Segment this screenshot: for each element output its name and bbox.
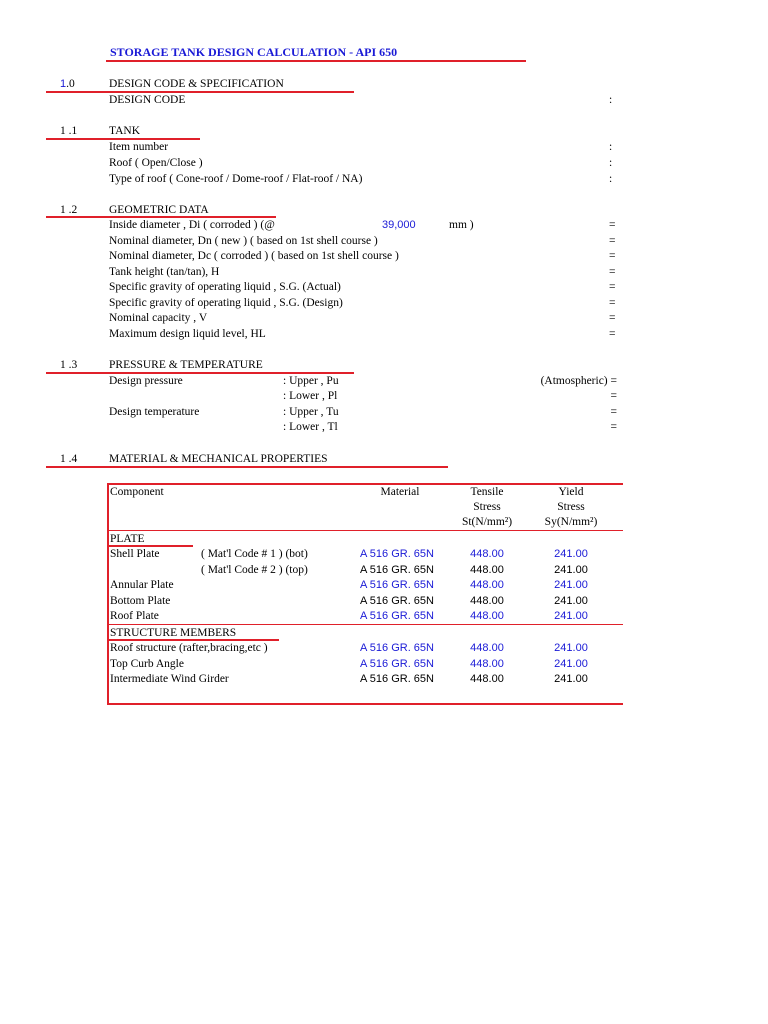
row-sub: : Lower , Pl [283, 390, 338, 402]
cell-material: A 516 GR. 65N [360, 610, 434, 622]
cell-material-code: ( Mat'l Code # 1 ) (bot) [201, 548, 308, 560]
row-sep: = [609, 328, 616, 340]
cell-tensile: 448.00 [470, 657, 504, 670]
row-sep: = [609, 297, 616, 309]
cell-yield: 241.00 [554, 673, 588, 685]
row-sep: = [609, 235, 616, 247]
cell-yield: 241.00 [554, 563, 588, 576]
cell-yield: 241.00 [554, 594, 588, 607]
section-number-1-3: 1 .3 [60, 359, 78, 371]
cell-component: Roof structure (rafter,bracing,etc ) [110, 642, 268, 654]
group-label-structure: STRUCTURE MEMBERS [110, 627, 237, 639]
cell-yield: 241.00 [554, 642, 588, 654]
cell-component: Top Curb Angle [110, 657, 184, 670]
row-label: Item number [109, 141, 169, 153]
section-underline [46, 466, 448, 468]
row-sep: : [609, 141, 613, 153]
col-header-tensile-3: St(N/mm²) [461, 516, 513, 528]
cell-yield: 241.00 [554, 548, 588, 560]
cell-material: A 516 GR. 65N [360, 594, 434, 607]
row-label: Roof ( Open/Close ) [109, 157, 203, 169]
cell-material: A 516 GR. 65N [360, 642, 434, 654]
row-sub: : Lower , Tl [283, 421, 338, 433]
section-number-1-2: 1 .2 [60, 204, 78, 216]
row-sep: : [609, 173, 613, 185]
section-heading-material: MATERIAL & MECHANICAL PROPERTIES [109, 453, 328, 465]
row-label: Type of roof ( Cone-roof / Dome-roof / Flat-roof / NA) [109, 173, 363, 185]
section-heading-pressure: PRESSURE & TEMPERATURE [109, 359, 263, 371]
row-sep: : [609, 94, 613, 106]
group-label-plate: PLATE [110, 533, 145, 545]
cell-tensile: 448.00 [470, 610, 504, 622]
row-label: Specific gravity of operating liquid , S.G. (Design) [109, 297, 343, 309]
col-header-yield-3: Sy(N/mm²) [544, 516, 598, 528]
page-title: STORAGE TANK DESIGN CALCULATION - API 650 [110, 45, 398, 59]
row-label: Maximum design liquid level, HL [109, 328, 266, 340]
cell-material: A 516 GR. 65N [360, 548, 434, 560]
row-right: (Atmospheric) = [540, 375, 617, 387]
table-header-divider [107, 530, 623, 531]
row-label: Design pressure [109, 375, 183, 387]
section-heading-geometric: GEOMETRIC DATA [109, 204, 209, 216]
row-sep: = [609, 250, 616, 262]
cell-tensile: 448.00 [470, 594, 504, 607]
cell-tensile: 448.00 [470, 548, 504, 560]
section-underline [46, 91, 354, 93]
row-label: DESIGN CODE [109, 94, 186, 106]
table-group-divider [107, 624, 623, 625]
row-right: = [610, 390, 617, 402]
row-label: Nominal capacity , V [109, 312, 208, 324]
section-heading-design-code: DESIGN CODE & SPECIFICATION [109, 78, 284, 90]
title-underline [106, 60, 526, 62]
cell-material: A 516 GR. 65N [360, 673, 434, 685]
cell-yield: 241.00 [554, 579, 588, 591]
col-header-tensile-1: Tensile [470, 486, 504, 498]
cell-material-code: ( Mat'l Code # 2 ) (top) [201, 563, 308, 576]
section-number-1-0: 1.0 [60, 78, 75, 90]
col-header-component: Component [110, 486, 164, 498]
row-sep: : [609, 157, 613, 169]
cell-tensile: 448.00 [470, 563, 504, 576]
row-right: = [610, 421, 617, 433]
col-header-yield-1: Yield [558, 486, 584, 498]
section-number-1-1: 1 .1 [60, 125, 78, 137]
table-left-border [107, 483, 109, 704]
cell-yield: 241.00 [554, 610, 588, 622]
cell-component: Bottom Plate [110, 594, 171, 607]
cell-component: Annular Plate [110, 579, 174, 591]
col-header-tensile-2: Stress [473, 501, 501, 513]
col-header-material: Material [380, 486, 420, 498]
row-label: Design temperature [109, 406, 200, 418]
row-sub: : Upper , Pu [283, 375, 339, 387]
cell-tensile: 448.00 [470, 642, 504, 654]
cell-material: A 516 GR. 65N [360, 579, 434, 591]
cell-tensile: 448.00 [470, 673, 504, 685]
cell-component: Intermediate Wind Girder [110, 673, 229, 685]
col-header-yield-2: Stress [557, 501, 585, 513]
row-sep: = [609, 219, 616, 231]
cell-tensile: 448.00 [470, 579, 504, 591]
inside-diameter-value: 39,000 [382, 219, 416, 231]
row-label: Tank height (tan/tan), H [109, 266, 220, 278]
cell-yield: 241.00 [554, 657, 588, 670]
row-sep: = [609, 281, 616, 293]
cell-component: Shell Plate [110, 548, 160, 560]
row-sep: = [609, 266, 616, 278]
row-label: Specific gravity of operating liquid , S.G. (Actual) [109, 281, 341, 293]
section-number-1-4: 1 .4 [60, 453, 78, 465]
row-right: = [610, 406, 617, 418]
row-sep: = [609, 312, 616, 324]
inside-diameter-label: Inside diameter , Di ( corroded ) (@ [109, 219, 275, 231]
cell-material: A 516 GR. 65N [360, 563, 434, 576]
row-label: Nominal diameter, Dc ( corroded ) ( based on 1st shell course ) [109, 250, 399, 262]
row-label: Nominal diameter, Dn ( new ) ( based on 1st shell course ) [109, 235, 378, 247]
inside-diameter-unit: mm ) [449, 219, 474, 231]
cell-component: Roof Plate [110, 610, 159, 622]
row-sub: : Upper , Tu [283, 406, 339, 418]
cell-material: A 516 GR. 65N [360, 657, 434, 670]
section-heading-tank: TANK [109, 125, 141, 137]
table-bottom-border [107, 703, 623, 705]
